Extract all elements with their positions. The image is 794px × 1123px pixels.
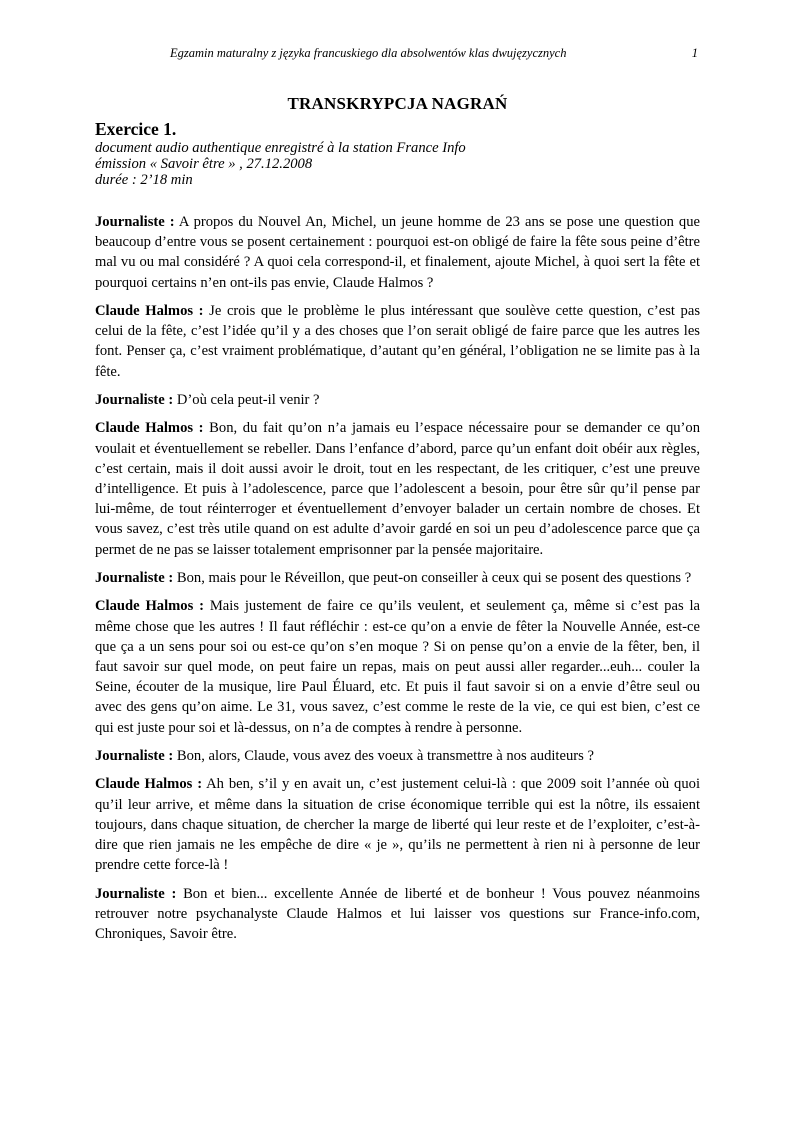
speaker-label: Claude Halmos : [95, 420, 204, 437]
header-title: Egzamin maturalny z języka francuskiego dla absolwentów klas dwujęzycznych [170, 46, 567, 60]
speaker-label: Journaliste : [95, 392, 174, 408]
turn-text: Bon et bien... excellente Année de liberté et de bonheur ! Vous pouvez néanmoins retrouver notre psychanalyste Claude Halmos et lui laisser vos questions sur France-info.com, Chroniques, Savoir être. [95, 885, 700, 942]
dialogue-turn [95, 596, 700, 737]
document-title: TRANSKRYPCJA NAGRAŃ [287, 94, 508, 113]
broadcast-line: émission « Savoir être » , 27.12.2008 [95, 156, 313, 172]
transcript [95, 212, 700, 952]
page-header [95, 46, 700, 64]
exercise-metadata [95, 140, 466, 188]
dialogue-turn [95, 774, 700, 875]
speaker-label: Claude Halmos : [95, 303, 204, 319]
speaker-label: Claude Halmos : [95, 776, 203, 793]
turn-text: Bon, mais pour le Réveillon, que peut-on conseiller à ceux qui se posent des questions ? [176, 570, 692, 586]
turn-text: D’où cela peut-il venir ? [176, 392, 320, 408]
dialogue-turn [95, 746, 700, 766]
turn-text: Bon, du fait qu’on n’a jamais eu l’espace nécessaire pour se demander ce qu’on voulait et éventuellement se rebeller. Dans l’enfance d’abord, parce qu’un enfant doit obéir aux règles, c’est certain, mais il doit aussi avoir le droit, tout en les respectant, de les critiquer, c’est une preuve d’intelligence. Et puis à l’adolescence, parce que l’adolescent a besoin, pour être sûr qu’il pense par lui-même, de tout réinterroger et éventuellement d’envoyer balader un certain nombre de choses. Et vous savez, c’est très utile quand on est adulte d’avoir gardé en soi un peu d’adolescence parce que ça permet de ne pas se laisser totalement emprisonner par la pensée majoritaire. [95, 420, 701, 558]
dialogue-turn [95, 884, 700, 945]
turn-text: Bon, alors, Claude, vous avez des voeux à transmettre à nos auditeurs ? [176, 748, 594, 764]
turn-text: Mais justement de faire ce qu’ils veulent, et seulement ça, même si c’est pas la même chose que les autres ! Il faut réfléchir : est-ce qu’on a envie de fêter la Nouvelle Année, est-ce que ça a un sens pour soi ou est-ce qu’on s’en moque ? Si on pense qu’on a envie de la fêter, ben, il faut savoir sur quel mode, on peut faire un repas, mais on peut aussi aller regarder...euh... couler la Seine, écouter de la musique, lire Paul Éluard, etc. Et puis il faut savoir si on a envie d’être seul ou avec des gens qu’on aime. Le 31, vous savez, c’est comme le reste de la vie, ce qui est bien, c’est ce qui est juste pour soi et là-dessus, on n’a de comptes à rendre à personne. [95, 598, 701, 736]
turn-text: Ah ben, s’il y en avait un, c’est justement celui-là : que 2009 soit l’année où quoi qu’il leur arrive, et même dans la situation de crise économique terrible qui est la nôtre, ils essaient toujours, dans chaque situation, de chercher la marge de liberté qui leur reste et de l’exploiter, c’est-à-dire que rien jamais ne les empêche de dire « je », qu’ils ne permettent à rien ni à personne de leur prendre cette force-là ! [95, 776, 701, 874]
speaker-label: Journaliste : [95, 748, 174, 764]
turn-text: A propos du Nouvel An, Michel, un jeune homme de 23 ans se pose une question que beaucoup d’entre vous se posent certainement : pourquoi est-on obligé de faire la fête sous peine d’être mal vu ou mal considéré ? A quoi cela correspond-il, et finalement, ajoute Michel, à quoi sert la fête et pourquoi certains n’en ont-ils pas envie, Claude Halmos ? [95, 214, 700, 291]
dialogue-turn [95, 212, 700, 293]
speaker-label: Journaliste : [95, 214, 175, 230]
speaker-label: Journaliste : [95, 885, 177, 902]
dialogue-turn [95, 301, 700, 382]
page-number: 1 [691, 46, 698, 60]
dialogue-turn [95, 418, 700, 559]
source-line: document audio authentique enregistré à la station France Info [95, 140, 466, 156]
dialogue-turn [95, 390, 700, 410]
speaker-label: Journaliste : [95, 570, 174, 586]
duration-line: durée : 2’18 min [95, 172, 193, 188]
dialogue-turn [95, 568, 700, 588]
turn-text: Je crois que le problème le plus intéressant que soulève cette question, c’est pas celui de la fête, c’est l’idée qu’il y a des choses que l’on serait obligé de faire parce que les autres les font. Penser ça, c’est vraiment problématique, d’autant qu’en général, l’obligation ne se limite pas à la fête. [95, 303, 701, 380]
speaker-label: Claude Halmos : [95, 598, 204, 615]
exercise-title: Exercice 1. [95, 119, 177, 139]
